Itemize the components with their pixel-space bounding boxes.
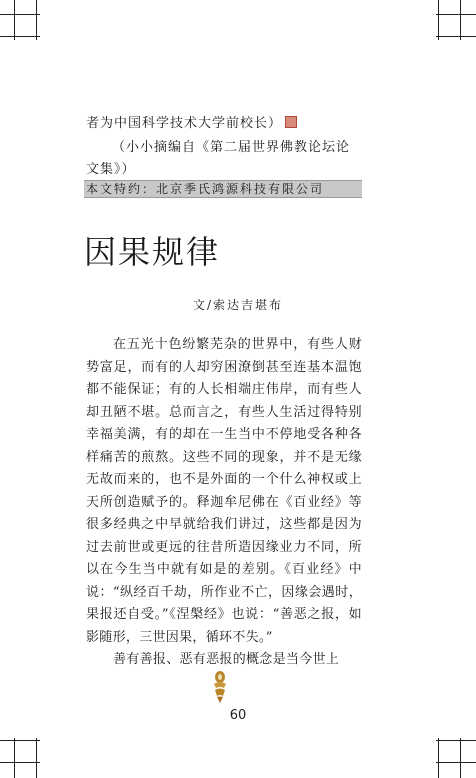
body-paragraph: 善有善报、恶有恶报的概念是当今世上 bbox=[113, 652, 340, 667]
crop-mark bbox=[436, 14, 476, 15]
article-title: 因果规律 bbox=[84, 233, 221, 271]
crop-mark bbox=[0, 36, 40, 37]
crop-mark bbox=[36, 0, 37, 40]
crop-mark bbox=[0, 14, 40, 15]
crop-mark bbox=[14, 0, 15, 40]
crop-mark bbox=[0, 740, 40, 741]
lotus-ornament-icon bbox=[211, 670, 229, 704]
previous-article-author-line bbox=[86, 112, 297, 131]
source-note: （小小摘编自《第二届世界佛教论坛论文集》） bbox=[86, 140, 351, 177]
crop-mark bbox=[0, 762, 40, 763]
crop-mark bbox=[436, 36, 476, 37]
crop-mark bbox=[14, 738, 15, 778]
crop-mark bbox=[438, 738, 439, 778]
crop-mark bbox=[438, 0, 439, 40]
crop-mark bbox=[36, 738, 37, 778]
article-author: 文/索达吉堪布 bbox=[192, 298, 284, 312]
crop-mark bbox=[460, 738, 461, 778]
body-paragraph: 在五光十色纷繁芜杂的世界中，有些人财势富足，而有的人却穷困潦倒甚至连基本温饱都不能保证；有的人长相端庄伟岸，而有些人却丑陋不堪。总而言之，有些人生活过得特别幸福美满，有的却在一生当中不停地受各种各样痛苦的煎熬。这些不同的现象，并不是无缘无故而来的，也不是外面的一个什么神权或上天所创造赋予的。释迦牟尼佛在《百业经》等很多经典之中早就给我们讲过，这些都是因为过去前世或更远的往昔所造因缘业力不同，所以在今生当中就有如是的差别。《百业经》中说：“纵经百千劫，所作业不亡，因缘会遇时，果报还自受。”《涅槃经》也说：“善恶之报，如影随形，三世因果，循环不失。” bbox=[86, 337, 362, 645]
crop-mark bbox=[436, 762, 476, 763]
sponsor-bar: 本文特约：北京季氏鸿源科技有限公司 bbox=[84, 180, 362, 198]
article-body bbox=[86, 334, 362, 672]
author-line-text: 者为中国科学技术大学前校长） bbox=[86, 116, 283, 131]
seal-icon bbox=[285, 116, 297, 128]
crop-mark bbox=[460, 0, 461, 40]
page-number: 60 bbox=[229, 708, 247, 723]
crop-mark bbox=[436, 740, 476, 741]
